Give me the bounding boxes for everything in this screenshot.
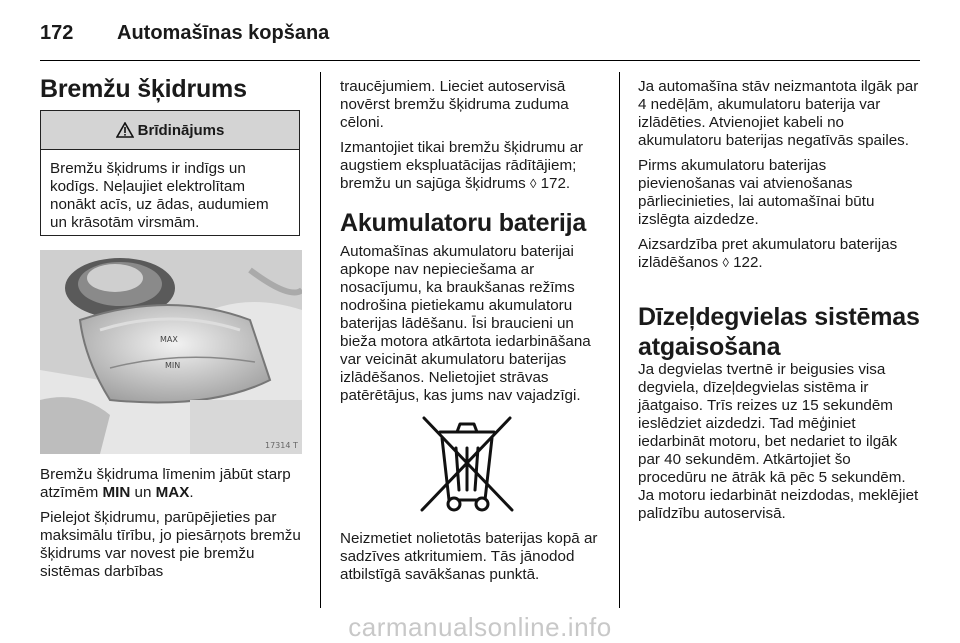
reservoir-max-label: MAX <box>160 335 178 344</box>
crossed-bin-icon <box>412 410 522 523</box>
page-number: 172 <box>40 22 74 44</box>
warning-triangle-icon <box>116 122 134 138</box>
disposal-paragraph: Neizmetiet nolietotās baterijas kopā ar sadzīves atkritumiem. Tās jānodod atbilstīgā savākšanas punktā. <box>340 530 598 583</box>
section-title-diesel-bleeding: Dīzeļdegvielas sistēmas atgaisošana <box>638 303 920 361</box>
section-title-battery: Akumulatoru baterija <box>340 209 587 237</box>
column-1-text <box>40 466 310 588</box>
warning-text: Bremžu šķidrums ir indīgs un kodīgs. Neļaujiet elektrolītam nonākt acīs, uz ādas, audumiem un krāsotām virsmām. <box>50 160 269 231</box>
discharge-protection-paragraph: Aizsardzība pret akumulatoru baterijas izlādēšanos ◊ 122. <box>638 236 898 271</box>
warning-header <box>41 111 299 150</box>
column-divider-1 <box>320 72 321 608</box>
ignition-paragraph: Pirms akumulatoru baterijas pievienošanas vai atvienošanas pārliecinieties, lai automašīnai būtu izslēgta aizdedze. <box>638 157 875 228</box>
brake-fluid-reservoir-image <box>40 250 302 454</box>
watermark: carmanualsonline.info <box>348 612 612 642</box>
page-ref-122-link[interactable]: 122. <box>728 254 763 271</box>
diesel-paragraph: Ja degvielas tvertnē ir beigusies visa degviela, dīzeļdegvielas sistēma ir jāatgaiso. Trīs reizes uz 15 sekundēm ieslēdziet aizdedzi. Tad mēģiniet iedarbināt motoru, bet nedariet to ilgāk par 40 sekundēm. Atkārtojiet šo procedūru ne ātrāk kā pēc 5 sekundēm. Ja motoru iedarbināt neizdodas, meklējiet palīdzību autoservisā. <box>638 361 919 522</box>
column-2-text <box>340 78 608 200</box>
cleanliness-paragraph: Pielejot šķidrumu, parūpējieties par maksimālu tīrību, jo piesārņots bremžu šķidrums var novest pie bremžu sistēmas darbības <box>40 509 301 580</box>
page-ref-172-link[interactable]: 172. <box>536 175 571 192</box>
photo-reference: 17314 T <box>265 441 298 450</box>
reservoir-min-label: MIN <box>165 361 181 370</box>
max-label: MAX <box>155 484 190 501</box>
chapter-title: Automašīnas kopšana <box>117 22 330 44</box>
page-ref-arrow-icon: ◊ <box>529 176 537 191</box>
min-label: MIN <box>102 484 131 501</box>
idle-paragraph: Ja automašīna stāv neizmantota ilgāk par 4 nedēļām, akumulatoru baterija var izlādēties. Atvienojiet kabeli no akumulatoru baterijas negatīvās spailes. <box>638 78 919 149</box>
column-divider-2 <box>619 72 620 608</box>
fluid-spec-paragraph: Izmantojiet tikai bremžu šķidrumu ar augstiem ekspluatācijas rādītājiem; bremžu un sajūga šķidrums ◊ 172. <box>340 139 584 192</box>
warning-box <box>40 110 300 236</box>
header-rule <box>40 60 920 61</box>
page-ref-arrow-icon: ◊ <box>722 255 729 270</box>
column-3-text <box>638 78 920 279</box>
section-title-brake-fluid: Bremžu šķidrums <box>40 75 247 103</box>
service-paragraph: traucējumiem. Lieciet autoservisā novērst bremžu šķidruma zuduma cēloni. <box>340 78 569 131</box>
min-max-paragraph: Bremžu šķidruma līmenim jābūt starp atzīmēm MIN un MAX. <box>40 466 291 501</box>
warning-title: Brīdinājums <box>137 121 225 139</box>
battery-paragraph: Automašīnas akumulatoru baterijai apkope nav nepieciešama ar nosacījumu, ka braukšanas režīms nodrošina pietiekamu akumulatoru baterijas lādēšanu. Īsi braucieni un bieža motora atkārtota iedarbināšana var veicināt akumulatoru baterijas izlādēšanos. Nelietojiet strāvas patērētājus, kas jums nav vajadzīgi. <box>340 243 591 404</box>
